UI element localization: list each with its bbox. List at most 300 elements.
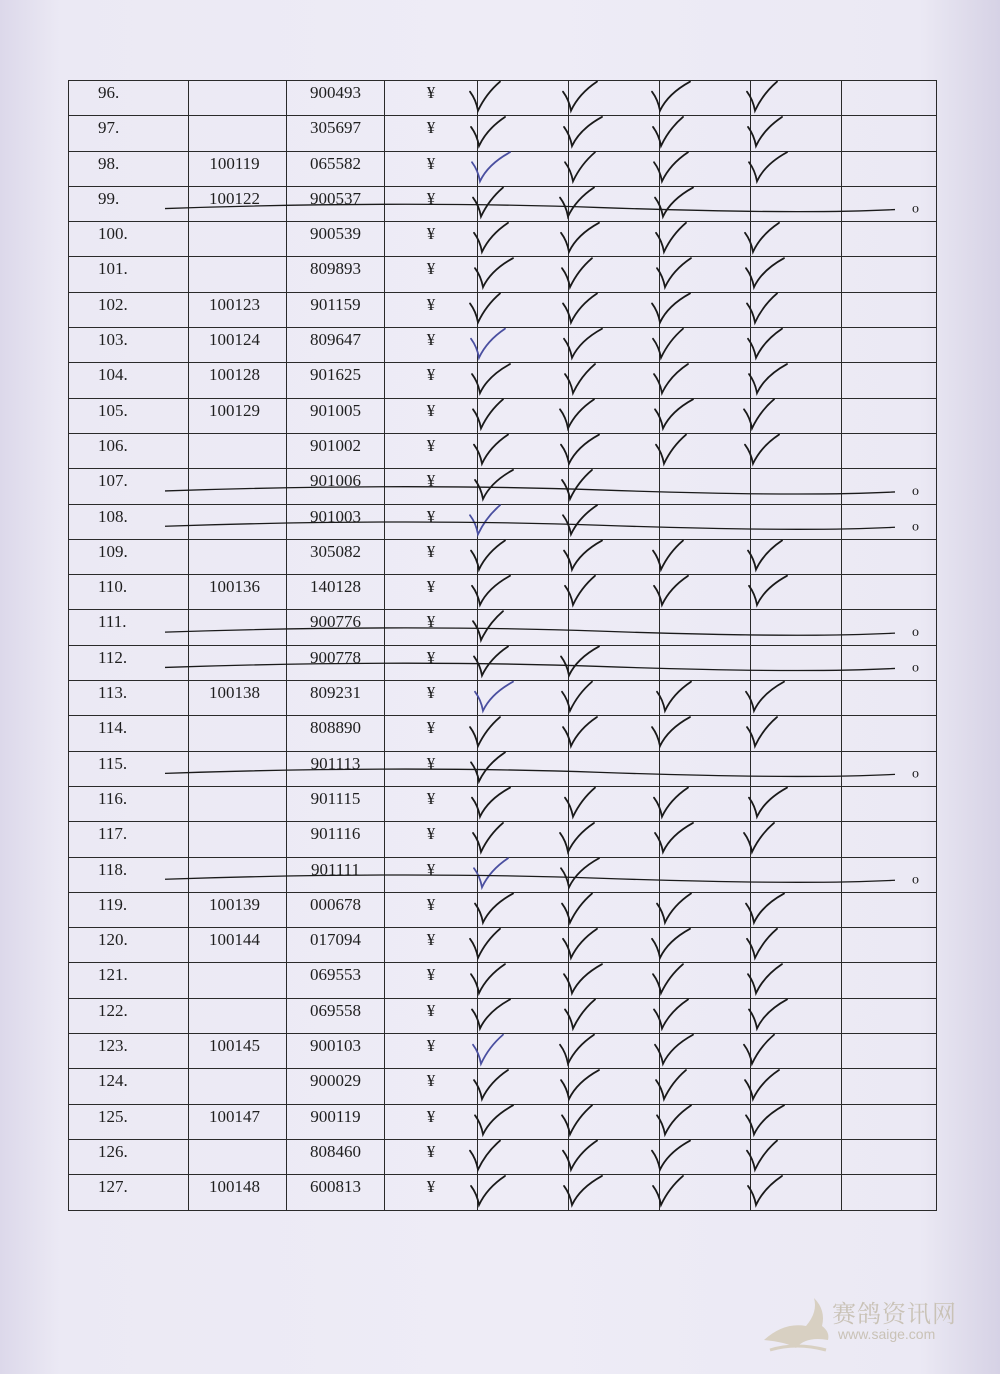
check-cell	[751, 892, 842, 927]
ring-number: 900537	[287, 186, 385, 221]
remark-cell	[842, 610, 937, 645]
ring-number: 901002	[287, 433, 385, 468]
check-cell	[569, 363, 660, 398]
remark-cell	[842, 398, 937, 433]
check-cell	[569, 186, 660, 221]
watermark-url: www.saige.com	[838, 1326, 936, 1342]
margin-mark: o	[912, 660, 919, 676]
check-cell	[751, 539, 842, 574]
ring-number: 017094	[287, 928, 385, 963]
site-watermark	[756, 1292, 966, 1356]
check-cell	[751, 1139, 842, 1174]
registration-number: 100145	[189, 1034, 287, 1069]
remark-cell	[842, 81, 937, 116]
fee-mark: ¥	[385, 1104, 478, 1139]
row-index: 126.	[69, 1139, 189, 1174]
table-row	[69, 857, 937, 892]
margin-mark: o	[912, 201, 919, 217]
check-cell	[660, 575, 751, 610]
row-index: 123.	[69, 1034, 189, 1069]
check-cell	[751, 292, 842, 327]
check-cell	[660, 222, 751, 257]
registration-number	[189, 539, 287, 574]
check-cell	[660, 857, 751, 892]
check-cell	[660, 1034, 751, 1069]
table-row	[69, 928, 937, 963]
ring-number: 000678	[287, 892, 385, 927]
remark-cell	[842, 1034, 937, 1069]
check-cell	[751, 398, 842, 433]
remark-cell	[842, 363, 937, 398]
check-cell	[478, 116, 569, 151]
ring-number: 809231	[287, 681, 385, 716]
row-index: 113.	[69, 681, 189, 716]
ring-number: 069558	[287, 998, 385, 1033]
check-cell	[478, 433, 569, 468]
table-row	[69, 81, 937, 116]
check-cell	[751, 1069, 842, 1104]
registration-number	[189, 998, 287, 1033]
remark-cell	[842, 998, 937, 1033]
check-cell	[478, 645, 569, 680]
table-row	[69, 1069, 937, 1104]
ring-number: 065582	[287, 151, 385, 186]
margin-mark: o	[912, 519, 919, 535]
fee-mark: ¥	[385, 681, 478, 716]
check-cell	[660, 610, 751, 645]
fee-mark: ¥	[385, 751, 478, 786]
table-row	[69, 151, 937, 186]
check-cell	[569, 116, 660, 151]
check-cell	[478, 504, 569, 539]
registration-number	[189, 716, 287, 751]
registration-number	[189, 433, 287, 468]
table-row	[69, 186, 937, 221]
check-cell	[478, 857, 569, 892]
row-index: 117.	[69, 822, 189, 857]
check-cell	[751, 116, 842, 151]
registration-number	[189, 504, 287, 539]
table-row	[69, 363, 937, 398]
row-index: 110.	[69, 575, 189, 610]
table-row	[69, 116, 937, 151]
table-row	[69, 1104, 937, 1139]
fee-mark: ¥	[385, 222, 478, 257]
fee-mark: ¥	[385, 1139, 478, 1174]
fee-mark: ¥	[385, 998, 478, 1033]
check-cell	[660, 1069, 751, 1104]
check-cell	[569, 892, 660, 927]
fee-mark: ¥	[385, 645, 478, 680]
ring-number: 901111	[287, 857, 385, 892]
check-cell	[751, 433, 842, 468]
ring-number: 140128	[287, 575, 385, 610]
check-cell	[569, 610, 660, 645]
ring-number: 900119	[287, 1104, 385, 1139]
check-cell	[660, 998, 751, 1033]
table-row	[69, 222, 937, 257]
check-cell	[478, 1104, 569, 1139]
registration-number: 100139	[189, 892, 287, 927]
check-cell	[660, 822, 751, 857]
fee-mark: ¥	[385, 398, 478, 433]
check-cell	[478, 292, 569, 327]
check-cell	[660, 292, 751, 327]
remark-cell	[842, 469, 937, 504]
row-index: 100.	[69, 222, 189, 257]
fee-mark: ¥	[385, 786, 478, 821]
check-cell	[751, 857, 842, 892]
check-cell	[569, 469, 660, 504]
fee-mark: ¥	[385, 610, 478, 645]
check-cell	[751, 81, 842, 116]
row-index: 104.	[69, 363, 189, 398]
ring-number: 901115	[287, 786, 385, 821]
check-cell	[569, 222, 660, 257]
ring-number: 901159	[287, 292, 385, 327]
registration-number: 100128	[189, 363, 287, 398]
remark-cell	[842, 116, 937, 151]
ring-number: 069553	[287, 963, 385, 998]
fee-mark: ¥	[385, 1069, 478, 1104]
check-cell	[569, 822, 660, 857]
remark-cell	[842, 575, 937, 610]
check-cell	[569, 504, 660, 539]
table-row	[69, 539, 937, 574]
row-index: 98.	[69, 151, 189, 186]
check-cell	[660, 328, 751, 363]
check-cell	[569, 963, 660, 998]
row-index: 109.	[69, 539, 189, 574]
check-cell	[569, 151, 660, 186]
registration-table	[68, 80, 937, 1211]
check-cell	[660, 786, 751, 821]
ring-number: 901003	[287, 504, 385, 539]
remark-cell	[842, 328, 937, 363]
check-cell	[660, 892, 751, 927]
check-cell	[569, 751, 660, 786]
row-index: 99.	[69, 186, 189, 221]
row-index: 107.	[69, 469, 189, 504]
check-cell	[569, 539, 660, 574]
ring-number: 808460	[287, 1139, 385, 1174]
ring-number: 901116	[287, 822, 385, 857]
ring-number: 900103	[287, 1034, 385, 1069]
remark-cell	[842, 681, 937, 716]
table-row	[69, 504, 937, 539]
fee-mark: ¥	[385, 186, 478, 221]
check-cell	[751, 928, 842, 963]
check-cell	[751, 151, 842, 186]
check-cell	[660, 116, 751, 151]
row-index: 102.	[69, 292, 189, 327]
row-index: 118.	[69, 857, 189, 892]
table-row	[69, 645, 937, 680]
check-cell	[569, 857, 660, 892]
check-cell	[478, 1175, 569, 1210]
registration-number	[189, 81, 287, 116]
ring-number: 900778	[287, 645, 385, 680]
table-row	[69, 716, 937, 751]
check-cell	[751, 575, 842, 610]
registration-number: 100122	[189, 186, 287, 221]
check-cell	[569, 398, 660, 433]
registration-number: 100147	[189, 1104, 287, 1139]
check-cell	[660, 645, 751, 680]
check-cell	[569, 1069, 660, 1104]
remark-cell	[842, 857, 937, 892]
watermark-title: 赛鸽资讯网	[832, 1300, 957, 1328]
check-cell	[660, 257, 751, 292]
margin-mark: o	[912, 872, 919, 888]
table-row	[69, 786, 937, 821]
ring-number: 901625	[287, 363, 385, 398]
check-cell	[660, 539, 751, 574]
check-cell	[751, 998, 842, 1033]
registration-number: 100129	[189, 398, 287, 433]
check-cell	[569, 998, 660, 1033]
check-cell	[478, 539, 569, 574]
check-cell	[478, 963, 569, 998]
remark-cell	[842, 292, 937, 327]
check-cell	[660, 1139, 751, 1174]
table-row	[69, 963, 937, 998]
fee-mark: ¥	[385, 116, 478, 151]
registration-number	[189, 751, 287, 786]
check-cell	[569, 1175, 660, 1210]
check-cell	[751, 1104, 842, 1139]
remark-cell	[842, 257, 937, 292]
remark-cell	[842, 504, 937, 539]
check-cell	[751, 963, 842, 998]
check-cell	[569, 328, 660, 363]
check-cell	[478, 1139, 569, 1174]
registration-number: 100138	[189, 681, 287, 716]
row-index: 115.	[69, 751, 189, 786]
fee-mark: ¥	[385, 81, 478, 116]
remark-cell	[842, 822, 937, 857]
row-index: 108.	[69, 504, 189, 539]
remark-cell	[842, 928, 937, 963]
row-index: 120.	[69, 928, 189, 963]
check-cell	[478, 786, 569, 821]
check-cell	[751, 1175, 842, 1210]
ring-number: 809893	[287, 257, 385, 292]
row-index: 106.	[69, 433, 189, 468]
row-index: 103.	[69, 328, 189, 363]
row-index: 119.	[69, 892, 189, 927]
check-cell	[660, 504, 751, 539]
check-cell	[569, 575, 660, 610]
fee-mark: ¥	[385, 963, 478, 998]
check-cell	[478, 610, 569, 645]
check-cell	[751, 186, 842, 221]
fee-mark: ¥	[385, 469, 478, 504]
remark-cell	[842, 222, 937, 257]
check-cell	[751, 786, 842, 821]
row-index: 96.	[69, 81, 189, 116]
row-index: 101.	[69, 257, 189, 292]
fee-mark: ¥	[385, 328, 478, 363]
fee-mark: ¥	[385, 257, 478, 292]
table-row	[69, 681, 937, 716]
registration-number: 100124	[189, 328, 287, 363]
fee-mark: ¥	[385, 716, 478, 751]
check-cell	[751, 681, 842, 716]
check-cell	[660, 363, 751, 398]
fee-mark: ¥	[385, 857, 478, 892]
row-index: 127.	[69, 1175, 189, 1210]
table-row	[69, 469, 937, 504]
check-cell	[660, 928, 751, 963]
check-cell	[478, 575, 569, 610]
fee-mark: ¥	[385, 363, 478, 398]
fee-mark: ¥	[385, 892, 478, 927]
row-index: 125.	[69, 1104, 189, 1139]
check-cell	[660, 151, 751, 186]
ring-number: 808890	[287, 716, 385, 751]
ring-number: 900493	[287, 81, 385, 116]
registration-number: 100144	[189, 928, 287, 963]
remark-cell	[842, 786, 937, 821]
check-cell	[478, 222, 569, 257]
row-index: 105.	[69, 398, 189, 433]
check-cell	[751, 1034, 842, 1069]
table-row	[69, 998, 937, 1033]
check-cell	[660, 963, 751, 998]
ring-number: 600813	[287, 1175, 385, 1210]
check-cell	[751, 751, 842, 786]
table-row	[69, 575, 937, 610]
registration-number	[189, 469, 287, 504]
table-row	[69, 1034, 937, 1069]
registration-number	[189, 1139, 287, 1174]
fee-mark: ¥	[385, 928, 478, 963]
table-row	[69, 1139, 937, 1174]
ring-number: 305697	[287, 116, 385, 151]
registration-number	[189, 645, 287, 680]
table-row	[69, 892, 937, 927]
fee-mark: ¥	[385, 504, 478, 539]
check-cell	[660, 186, 751, 221]
margin-mark: o	[912, 766, 919, 782]
remark-cell	[842, 539, 937, 574]
registration-number	[189, 857, 287, 892]
fee-mark: ¥	[385, 822, 478, 857]
check-cell	[478, 928, 569, 963]
remark-cell	[842, 892, 937, 927]
check-cell	[478, 398, 569, 433]
ring-number: 901113	[287, 751, 385, 786]
check-cell	[751, 504, 842, 539]
check-cell	[478, 892, 569, 927]
check-cell	[751, 610, 842, 645]
registration-number	[189, 610, 287, 645]
ring-number: 900539	[287, 222, 385, 257]
check-cell	[478, 469, 569, 504]
remark-cell	[842, 645, 937, 680]
ring-number: 305082	[287, 539, 385, 574]
table-row	[69, 328, 937, 363]
check-cell	[478, 1069, 569, 1104]
check-cell	[751, 222, 842, 257]
registration-number: 100136	[189, 575, 287, 610]
check-cell	[660, 398, 751, 433]
check-cell	[478, 1034, 569, 1069]
ring-number: 900776	[287, 610, 385, 645]
check-cell	[660, 1175, 751, 1210]
table-row	[69, 433, 937, 468]
remark-cell	[842, 186, 937, 221]
registration-number	[189, 257, 287, 292]
check-cell	[478, 998, 569, 1033]
fee-mark: ¥	[385, 539, 478, 574]
check-cell	[660, 716, 751, 751]
pigeon-logo-icon	[756, 1292, 836, 1356]
check-cell	[478, 257, 569, 292]
registration-number	[189, 963, 287, 998]
table-row	[69, 1175, 937, 1210]
check-cell	[660, 433, 751, 468]
remark-cell	[842, 751, 937, 786]
fee-mark: ¥	[385, 292, 478, 327]
fee-mark: ¥	[385, 575, 478, 610]
check-cell	[569, 1104, 660, 1139]
registration-number	[189, 1069, 287, 1104]
check-cell	[751, 822, 842, 857]
registration-number	[189, 222, 287, 257]
check-cell	[478, 681, 569, 716]
check-cell	[751, 257, 842, 292]
check-cell	[478, 363, 569, 398]
remark-cell	[842, 963, 937, 998]
registration-number: 100148	[189, 1175, 287, 1210]
remark-cell	[842, 1139, 937, 1174]
check-cell	[751, 469, 842, 504]
registration-number	[189, 786, 287, 821]
check-cell	[660, 469, 751, 504]
check-cell	[569, 716, 660, 751]
fee-mark: ¥	[385, 151, 478, 186]
registration-number: 100123	[189, 292, 287, 327]
check-cell	[569, 645, 660, 680]
check-cell	[569, 786, 660, 821]
check-cell	[478, 716, 569, 751]
check-cell	[569, 928, 660, 963]
fee-mark: ¥	[385, 1034, 478, 1069]
registration-number: 100119	[189, 151, 287, 186]
check-cell	[478, 751, 569, 786]
table-row	[69, 398, 937, 433]
check-cell	[569, 292, 660, 327]
check-cell	[478, 151, 569, 186]
row-index: 116.	[69, 786, 189, 821]
ring-number: 901006	[287, 469, 385, 504]
check-cell	[569, 81, 660, 116]
check-cell	[569, 257, 660, 292]
check-cell	[478, 328, 569, 363]
row-index: 124.	[69, 1069, 189, 1104]
ring-number: 901005	[287, 398, 385, 433]
remark-cell	[842, 1104, 937, 1139]
fee-mark: ¥	[385, 1175, 478, 1210]
row-index: 114.	[69, 716, 189, 751]
remark-cell	[842, 433, 937, 468]
fee-mark: ¥	[385, 433, 478, 468]
check-cell	[660, 681, 751, 716]
table-row	[69, 257, 937, 292]
remark-cell	[842, 151, 937, 186]
